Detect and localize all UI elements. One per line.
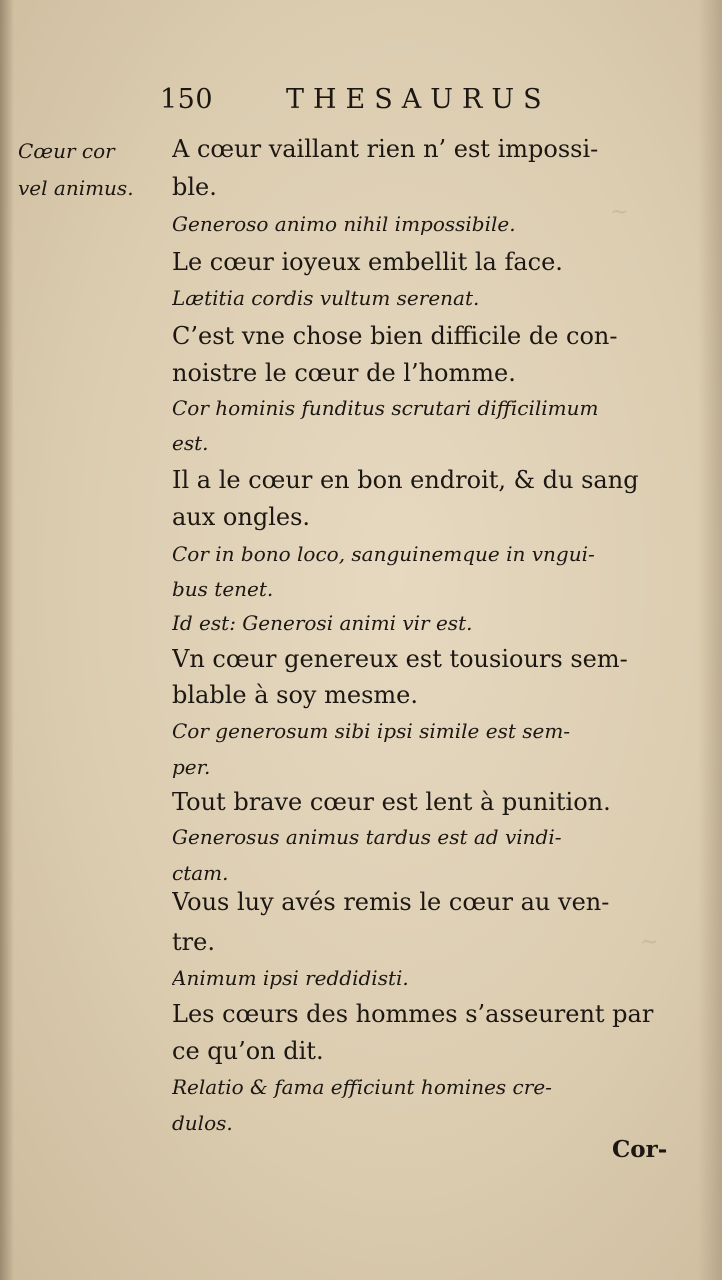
latin-line: Generosus animus tardus est ad vindi- [172,825,562,849]
french-line: Il a le cœur en bon endroit, & du sang [172,466,639,494]
french-line: Vous luy avés remis le cœur au ven- [172,888,610,916]
latin-line: Lætitia cordis vultum serenat. [172,286,480,310]
french-line: aux ongles. [172,503,311,531]
french-line: noistre le cœur de l’homme. [172,359,516,387]
latin-line: Cor generosum sibi ipsi simile est sem- [172,719,571,743]
latin-line: Animum ipsi reddidisti. [172,966,409,990]
french-line: Les cœurs des hommes s’asseurent par [172,1000,654,1028]
latin-line: ctam. [172,861,229,885]
latin-line: Generoso animo nihil impossibile. [172,212,516,236]
catchword: Cor- [612,1136,668,1163]
margin-note-line: vel animus. [18,176,134,200]
running-head: THESAURUS [286,84,551,115]
bleed-through-mark: ~ [610,200,629,225]
french-line: blable à soy mesme. [172,681,418,709]
latin-line: dulos. [172,1111,233,1135]
french-line: Vn cœur genereux est tousiours sem- [172,645,628,673]
french-line: ce qu’on dit. [172,1037,324,1065]
latin-line: Cor hominis funditus scrutari difficilimum [172,396,599,420]
french-line: A cœur vaillant rien n’ est impossi- [172,135,599,163]
latin-line: bus tenet. [172,577,274,601]
french-line: ble. [172,173,217,201]
french-line: tre. [172,928,215,956]
latin-line: est. [172,431,209,455]
margin-note-line: Cœur cor [18,139,115,163]
bleed-through-mark: ~ [640,930,659,955]
french-line: C’est vne chose bien difficile de con- [172,322,618,350]
french-line: Le cœur ioyeux embellit la face. [172,248,563,276]
latin-line: Id est: Generosi animi vir est. [172,611,473,635]
latin-line: Cor in bono loco, sanguinemque in vngui- [172,542,595,566]
french-line: Tout brave cœur est lent à punition. [172,788,611,816]
latin-line: Relatio & fama efficiunt homines cre- [172,1075,552,1099]
page-number: 150 [160,84,214,115]
latin-line: per. [172,755,211,779]
